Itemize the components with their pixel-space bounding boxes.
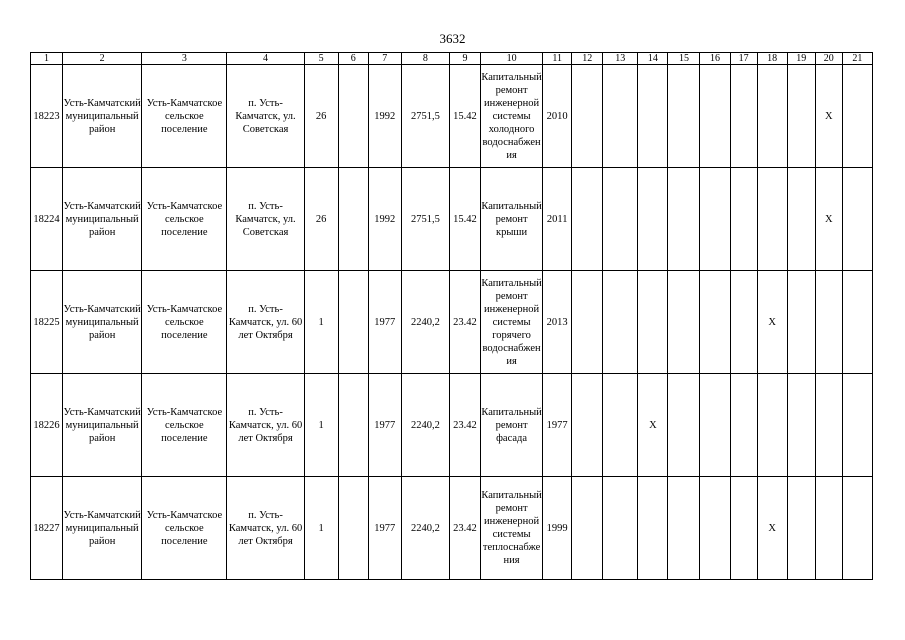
work-year-cell: 1999 [543,477,572,580]
col15-cell [668,65,700,168]
work-year-cell: 1977 [543,374,572,477]
area-cell: 2240,2 [401,477,449,580]
table-row [31,477,873,580]
column-header-10: 10 [481,53,543,65]
settlement-cell: Усть-Камчатское сельское поселение [142,65,227,168]
address-cell: п. Усть-Камчатск, ул. Советская [227,65,304,168]
col14-cell [638,271,668,374]
col19-cell [787,168,815,271]
column-header-6: 6 [338,53,368,65]
area-cell: 2751,5 [401,168,449,271]
area-cell: 2240,2 [401,374,449,477]
year-built-cell: 1977 [368,477,401,580]
year-built-cell: 1977 [368,374,401,477]
year-built-cell: 1977 [368,271,401,374]
district-cell: Усть-Камчатский муниципальный район [63,65,142,168]
column-header-9: 9 [449,53,480,65]
col18-cell [757,374,787,477]
table-row [31,168,873,271]
page-number: 3632 [439,31,466,46]
column-header-4: 4 [227,53,304,65]
col12-cell [572,271,603,374]
col13-cell [603,477,638,580]
row-id-cell: 18225 [31,271,63,374]
column-header-14: 14 [638,53,668,65]
house-number-cell: 26 [304,65,338,168]
column-header-18: 18 [757,53,787,65]
col13-cell [603,168,638,271]
col17-cell [730,168,757,271]
work-type-cell: Капитальный ремонт инженерной системы горячего водоснабжения [481,271,543,374]
col13-cell [603,374,638,477]
settlement-cell: Усть-Камчатское сельское поселение [142,477,227,580]
work-year-cell: 2013 [543,271,572,374]
column-header-21: 21 [842,53,872,65]
col6-cell [338,271,368,374]
col16-cell [700,374,730,477]
col17-cell [730,477,757,580]
district-cell: Усть-Камчатский муниципальный район [63,168,142,271]
col12-cell [572,477,603,580]
address-cell: п. Усть-Камчатск, ул. Советская [227,168,304,271]
col20-cell [815,271,842,374]
tariff-cell: 23.42 [449,477,480,580]
col21-cell [842,271,872,374]
column-header-7: 7 [368,53,401,65]
work-type-cell: Капитальный ремонт инженерной системы холодного водоснабжения [481,65,543,168]
table-row [31,271,873,374]
col16-cell [700,477,730,580]
header-row [31,53,873,65]
house-number-cell: 1 [304,271,338,374]
row-id-cell: 18227 [31,477,63,580]
tariff-cell: 15.42 [449,65,480,168]
col17-cell [730,65,757,168]
col21-cell [842,374,872,477]
column-header-1: 1 [31,53,63,65]
col15-cell [668,374,700,477]
col14-cell [638,168,668,271]
col19-cell [787,477,815,580]
column-header-19: 19 [787,53,815,65]
col20-cell [815,374,842,477]
col19-cell [787,271,815,374]
col15-cell [668,477,700,580]
col6-cell [338,168,368,271]
col17-cell [730,271,757,374]
col18-cell: X [757,271,787,374]
district-cell: Усть-Камчатский муниципальный район [63,271,142,374]
column-header-16: 16 [700,53,730,65]
col21-cell [842,168,872,271]
col14-cell [638,65,668,168]
tariff-cell: 23.42 [449,271,480,374]
area-cell: 2751,5 [401,65,449,168]
col15-cell [668,168,700,271]
col12-cell [572,374,603,477]
col16-cell [700,168,730,271]
col18-cell: X [757,477,787,580]
col19-cell [787,374,815,477]
col20-cell: X [815,65,842,168]
col6-cell [338,65,368,168]
area-cell: 2240,2 [401,271,449,374]
settlement-cell: Усть-Камчатское сельское поселение [142,271,227,374]
tariff-cell: 23.42 [449,374,480,477]
col21-cell [842,477,872,580]
col20-cell: X [815,168,842,271]
column-header-5: 5 [304,53,338,65]
col16-cell [700,271,730,374]
settlement-cell: Усть-Камчатское сельское поселение [142,374,227,477]
column-header-13: 13 [603,53,638,65]
col6-cell [338,477,368,580]
tariff-cell: 15.42 [449,168,480,271]
col14-cell [638,477,668,580]
row-id-cell: 18224 [31,168,63,271]
column-header-8: 8 [401,53,449,65]
year-built-cell: 1992 [368,168,401,271]
column-header-20: 20 [815,53,842,65]
col18-cell [757,168,787,271]
col16-cell [700,65,730,168]
year-built-cell: 1992 [368,65,401,168]
col17-cell [730,374,757,477]
col6-cell [338,374,368,477]
repair-schedule-table [30,52,873,580]
address-cell: п. Усть-Камчатск, ул. 60 лет Октября [227,374,304,477]
column-header-12: 12 [572,53,603,65]
col18-cell [757,65,787,168]
work-type-cell: Капитальный ремонт инженерной системы теплоснабжения [481,477,543,580]
house-number-cell: 1 [304,374,338,477]
col12-cell [572,168,603,271]
col14-cell: X [638,374,668,477]
col13-cell [603,271,638,374]
row-id-cell: 18223 [31,65,63,168]
house-number-cell: 26 [304,168,338,271]
column-header-15: 15 [668,53,700,65]
district-cell: Усть-Камчатский муниципальный район [63,477,142,580]
address-cell: п. Усть-Камчатск, ул. 60 лет Октября [227,271,304,374]
work-type-cell: Капитальный ремонт фасада [481,374,543,477]
column-header-11: 11 [543,53,572,65]
col21-cell [842,65,872,168]
column-header-2: 2 [63,53,142,65]
col12-cell [572,65,603,168]
col13-cell [603,65,638,168]
col19-cell [787,65,815,168]
row-id-cell: 18226 [31,374,63,477]
work-year-cell: 2011 [543,168,572,271]
column-header-17: 17 [730,53,757,65]
settlement-cell: Усть-Камчатское сельское поселение [142,168,227,271]
house-number-cell: 1 [304,477,338,580]
table-row [31,65,873,168]
col15-cell [668,271,700,374]
table-row [31,374,873,477]
col20-cell [815,477,842,580]
district-cell: Усть-Камчатский муниципальный район [63,374,142,477]
address-cell: п. Усть-Камчатск, ул. 60 лет Октября [227,477,304,580]
work-type-cell: Капитальный ремонт крыши [481,168,543,271]
column-header-3: 3 [142,53,227,65]
work-year-cell: 2010 [543,65,572,168]
